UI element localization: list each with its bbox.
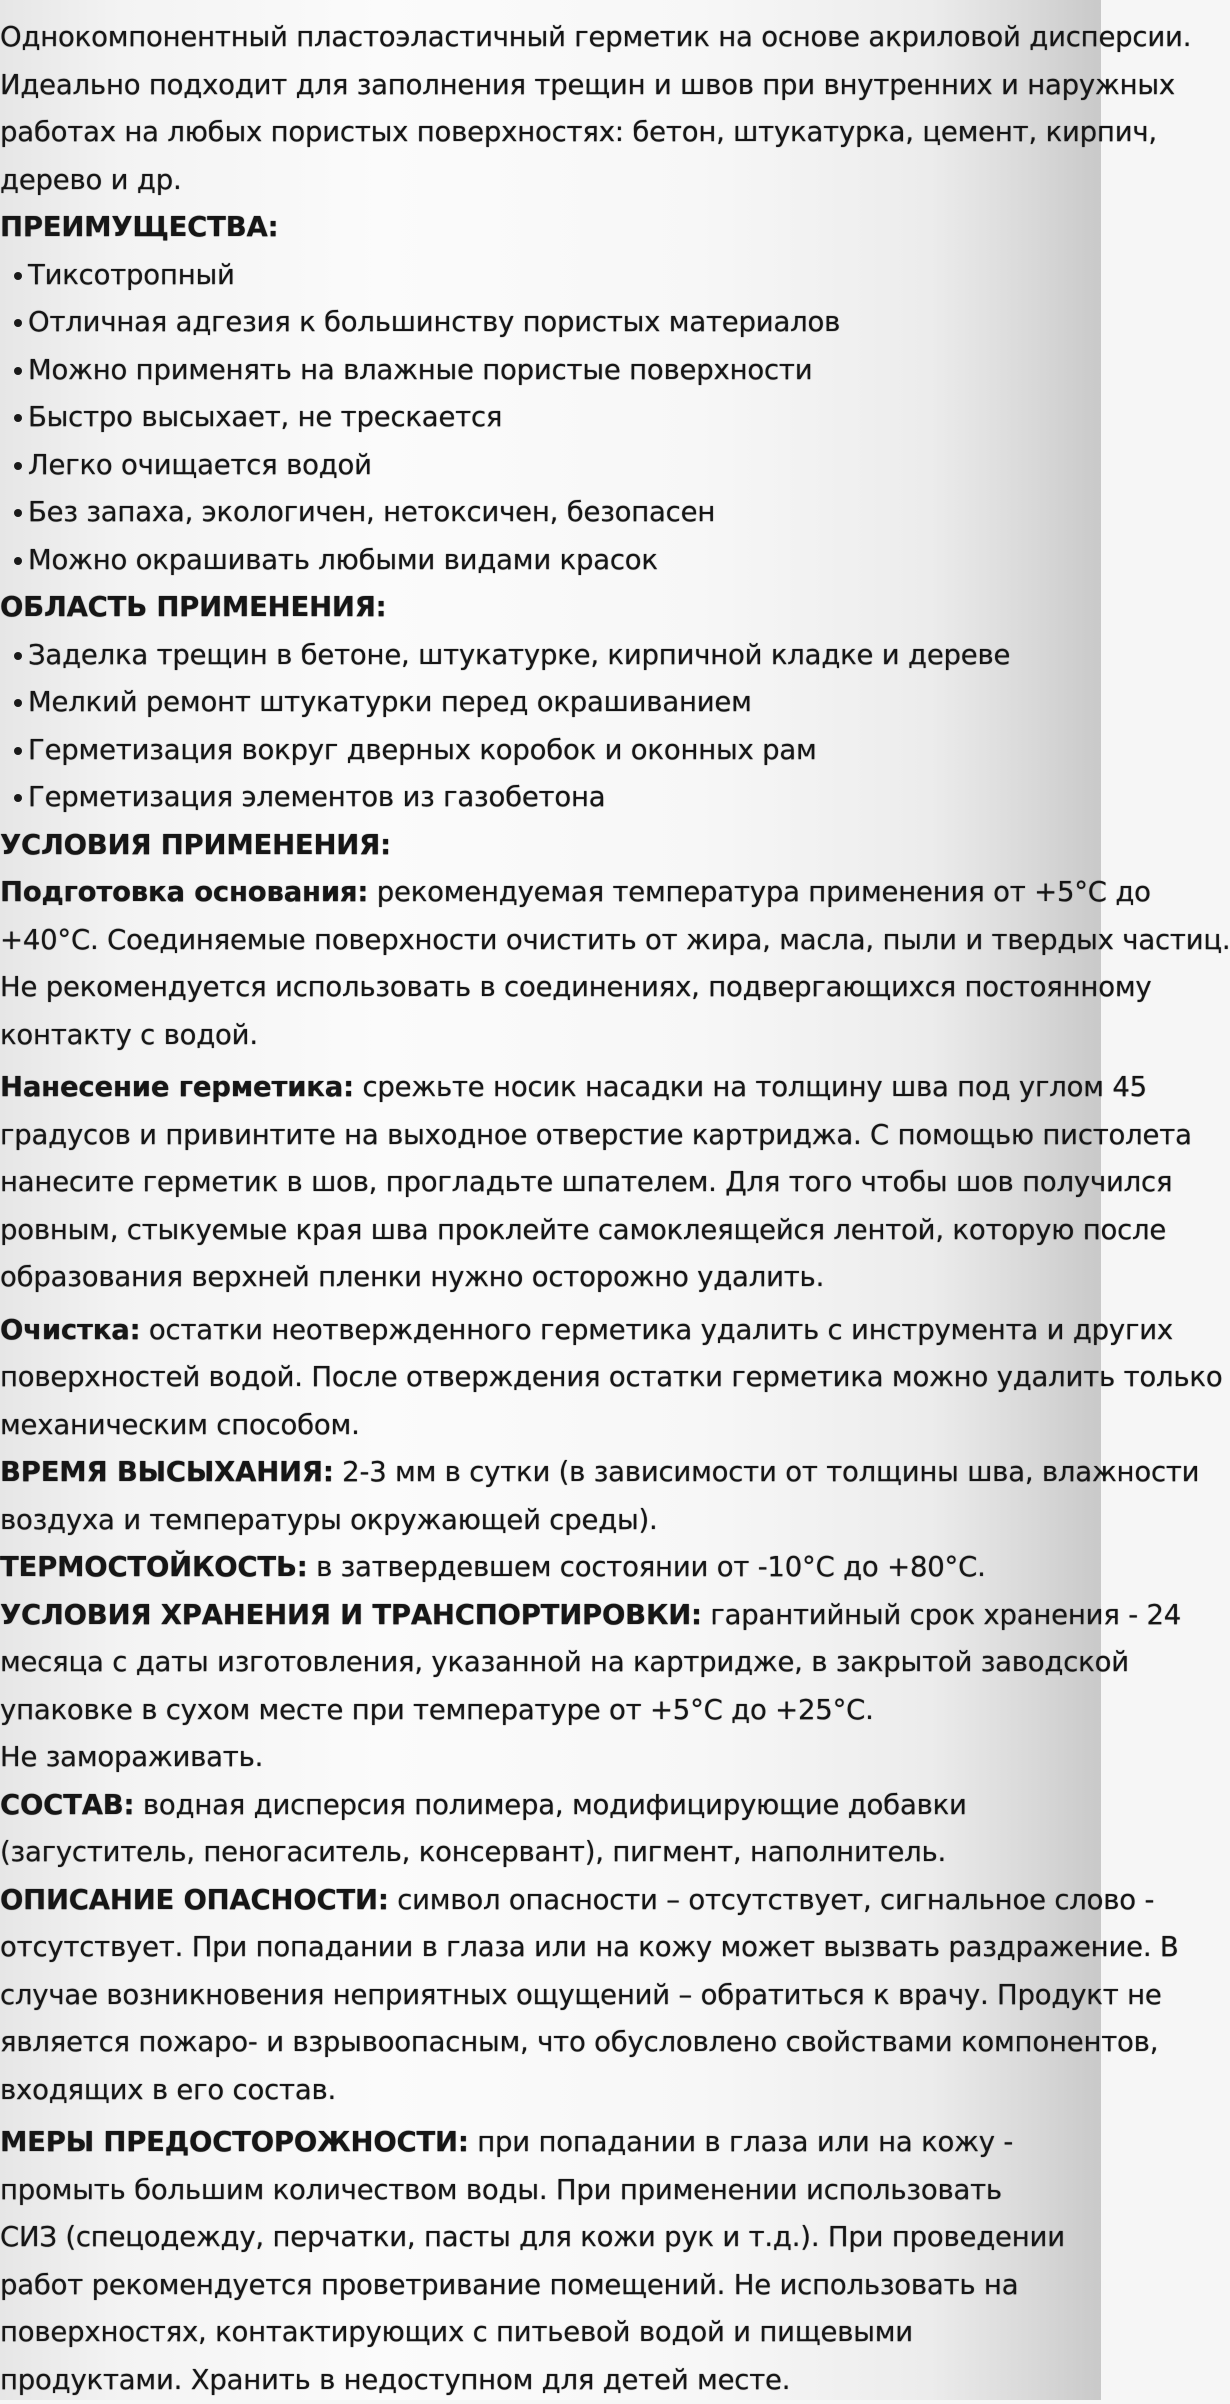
advantage-item bbox=[0, 442, 1092, 490]
cleaning-text: остатки неотвержденного герметика удалить с инструмента и других bbox=[140, 1314, 1173, 1346]
preparation-text: рекомендуемая температура применения от +5°С до bbox=[368, 876, 1151, 908]
bullet-icon bbox=[14, 794, 22, 802]
advantage-text: Без запаха, экологичен, нетоксичен, безопасен bbox=[28, 496, 715, 528]
application-item bbox=[0, 679, 1092, 727]
bullet-icon bbox=[14, 319, 22, 327]
drying-label: ВРЕМЯ ВЫСЫХАНИЯ: bbox=[0, 1456, 334, 1488]
precautions-label: МЕРЫ ПРЕДОСТОРОЖНОСТИ: bbox=[0, 2126, 469, 2158]
storage-line: месяца с даты изготовления, указанной на картридже, в закрытой заводской bbox=[0, 1639, 1092, 1687]
applying-line: образования верхней пленки нужно осторожно удалить. bbox=[0, 1254, 1092, 1302]
hazard-line: является пожаро- и взрывоопасным, что обусловлено свойствами компонентов, bbox=[0, 2019, 1092, 2067]
precautions-line: поверхностях, контактирующих с питьевой водой и пищевыми bbox=[0, 2309, 1092, 2357]
storage-line: Не замораживать. bbox=[0, 1734, 1092, 1782]
applying-line: нанесите герметик в шов, прогладьте шпателем. Для того чтобы шов получился bbox=[0, 1159, 1092, 1207]
hazard-label: ОПИСАНИЕ ОПАСНОСТИ: bbox=[0, 1884, 389, 1916]
bullet-icon bbox=[14, 414, 22, 422]
hazard-line: отсутствует. При попадании в глаза или на кожу может вызвать раздражение. В bbox=[0, 1924, 1092, 1972]
intro-line: дерево и др. bbox=[0, 157, 1092, 205]
cleaning-label: Очистка: bbox=[0, 1314, 140, 1346]
preparation-line: контакту с водой. bbox=[0, 1012, 1092, 1060]
composition-label: СОСТАВ: bbox=[0, 1789, 134, 1821]
application-text: Мелкий ремонт штукатурки перед окрашиванием bbox=[28, 686, 752, 718]
application-text: Герметизация элементов из газобетона bbox=[28, 781, 605, 813]
bullet-icon bbox=[14, 462, 22, 470]
applying-label: Нанесение герметика: bbox=[0, 1071, 354, 1103]
application-text: Заделка трещин в бетоне, штукатурке, кирпичной кладке и дереве bbox=[28, 639, 1010, 671]
precautions-line: работ рекомендуется проветривание помещений. Не использовать на bbox=[0, 2262, 1092, 2310]
advantage-item bbox=[0, 347, 1092, 395]
storage-text: гарантийный срок хранения - 24 bbox=[702, 1599, 1181, 1631]
advantage-text: Быстро высыхает, не трескается bbox=[28, 401, 502, 433]
advantages-heading: ПРЕИМУЩЕСТВА: bbox=[0, 204, 1092, 252]
preparation-line bbox=[0, 869, 1092, 917]
composition-line: (загуститель, пеногаситель, консервант), пигмент, наполнитель. bbox=[0, 1829, 1092, 1877]
drying-text: 2-3 мм в сутки (в зависимости от толщины шва, влажности bbox=[334, 1456, 1200, 1488]
drying-line bbox=[0, 1449, 1092, 1497]
advantage-text: Можно окрашивать любыми видами красок bbox=[28, 544, 658, 576]
intro-line: Идеально подходит для заполнения трещин и швов при внутренних и наружных bbox=[0, 62, 1092, 110]
application-area-heading: ОБЛАСТЬ ПРИМЕНЕНИЯ: bbox=[0, 584, 1092, 632]
advantage-item bbox=[0, 489, 1092, 537]
applying-line: градусов и привинтите на выходное отверстие картриджа. С помощью пистолета bbox=[0, 1112, 1092, 1160]
heat-resistance-label: ТЕРМОСТОЙКОСТЬ: bbox=[0, 1551, 308, 1583]
advantage-text: Отличная адгезия к большинству пористых материалов bbox=[28, 306, 840, 338]
hazard-text: символ опасности – отсутствует, сигнальное слово - bbox=[389, 1884, 1155, 1916]
cleaning-line: механическим способом. bbox=[0, 1402, 1092, 1450]
precautions-line: СИЗ (спецодежду, перчатки, пасты для кожи рук и т.д.). При проведении bbox=[0, 2214, 1092, 2262]
advantage-text: Тиксотропный bbox=[28, 259, 235, 291]
hazard-line: входящих в его состав. bbox=[0, 2067, 1092, 2115]
heat-resistance-text: в затвердевшем состоянии от -10°С до +80°С. bbox=[308, 1551, 986, 1583]
precautions-line: продуктами. Хранить в недоступном для детей месте. bbox=[0, 2357, 1092, 2404]
advantage-text: Можно применять на влажные пористые поверхности bbox=[28, 354, 812, 386]
bullet-icon bbox=[14, 272, 22, 280]
conditions-heading: УСЛОВИЯ ПРИМЕНЕНИЯ: bbox=[0, 822, 1092, 870]
application-item bbox=[0, 774, 1092, 822]
intro-line: работах на любых пористых поверхностях: бетон, штукатурка, цемент, кирпич, bbox=[0, 109, 1092, 157]
preparation-label: Подготовка основания: bbox=[0, 876, 368, 908]
bullet-icon bbox=[14, 509, 22, 517]
cleaning-line bbox=[0, 1307, 1092, 1355]
storage-line: упаковке в сухом месте при температуре от +5°С до +25°С. bbox=[0, 1687, 1092, 1735]
applying-line bbox=[0, 1064, 1092, 1112]
bullet-icon bbox=[14, 747, 22, 755]
storage-line bbox=[0, 1592, 1092, 1640]
application-item bbox=[0, 727, 1092, 775]
advantage-item bbox=[0, 299, 1092, 347]
composition-text: водная дисперсия полимера, модифицирующие добавки bbox=[134, 1789, 966, 1821]
precautions-line bbox=[0, 2119, 1092, 2167]
applying-text: срежьте носик насадки на толщину шва под углом 45 bbox=[354, 1071, 1147, 1103]
storage-label: УСЛОВИЯ ХРАНЕНИЯ И ТРАНСПОРТИРОВКИ: bbox=[0, 1599, 702, 1631]
bullet-icon bbox=[14, 699, 22, 707]
precautions-line: промыть большим количеством воды. При применении использовать bbox=[0, 2167, 1092, 2215]
composition-line bbox=[0, 1782, 1092, 1830]
hazard-line: случае возникновения неприятных ощущений – обратиться к врачу. Продукт не bbox=[0, 1972, 1092, 2020]
drying-line: воздуха и температуры окружающей среды). bbox=[0, 1497, 1092, 1545]
advantage-item bbox=[0, 394, 1092, 442]
advantage-item bbox=[0, 537, 1092, 585]
bullet-icon bbox=[14, 367, 22, 375]
sealant-description-text bbox=[0, 14, 1092, 2404]
precautions-text: при попадании в глаза или на кожу - bbox=[469, 2126, 1013, 2158]
application-item bbox=[0, 632, 1092, 680]
hazard-line bbox=[0, 1877, 1092, 1925]
applying-line: ровным, стыкуемые края шва проклейте самоклеящейся лентой, которую после bbox=[0, 1207, 1092, 1255]
application-text: Герметизация вокруг дверных коробок и оконных рам bbox=[28, 734, 817, 766]
cleaning-line: поверхностей водой. После отверждения остатки герметика можно удалить только bbox=[0, 1354, 1092, 1402]
preparation-line: Не рекомендуется использовать в соединениях, подвергающихся постоянному bbox=[0, 964, 1092, 1012]
bullet-icon bbox=[14, 557, 22, 565]
intro-line: Однокомпонентный пластоэластичный герметик на основе акриловой дисперсии. bbox=[0, 14, 1092, 62]
preparation-line: +40°С. Соединяемые поверхности очистить от жира, масла, пыли и твердых частиц. bbox=[0, 917, 1092, 965]
heat-resistance-line bbox=[0, 1544, 1092, 1592]
advantage-text: Легко очищается водой bbox=[28, 449, 372, 481]
bullet-icon bbox=[14, 652, 22, 660]
advantage-item bbox=[0, 252, 1092, 300]
